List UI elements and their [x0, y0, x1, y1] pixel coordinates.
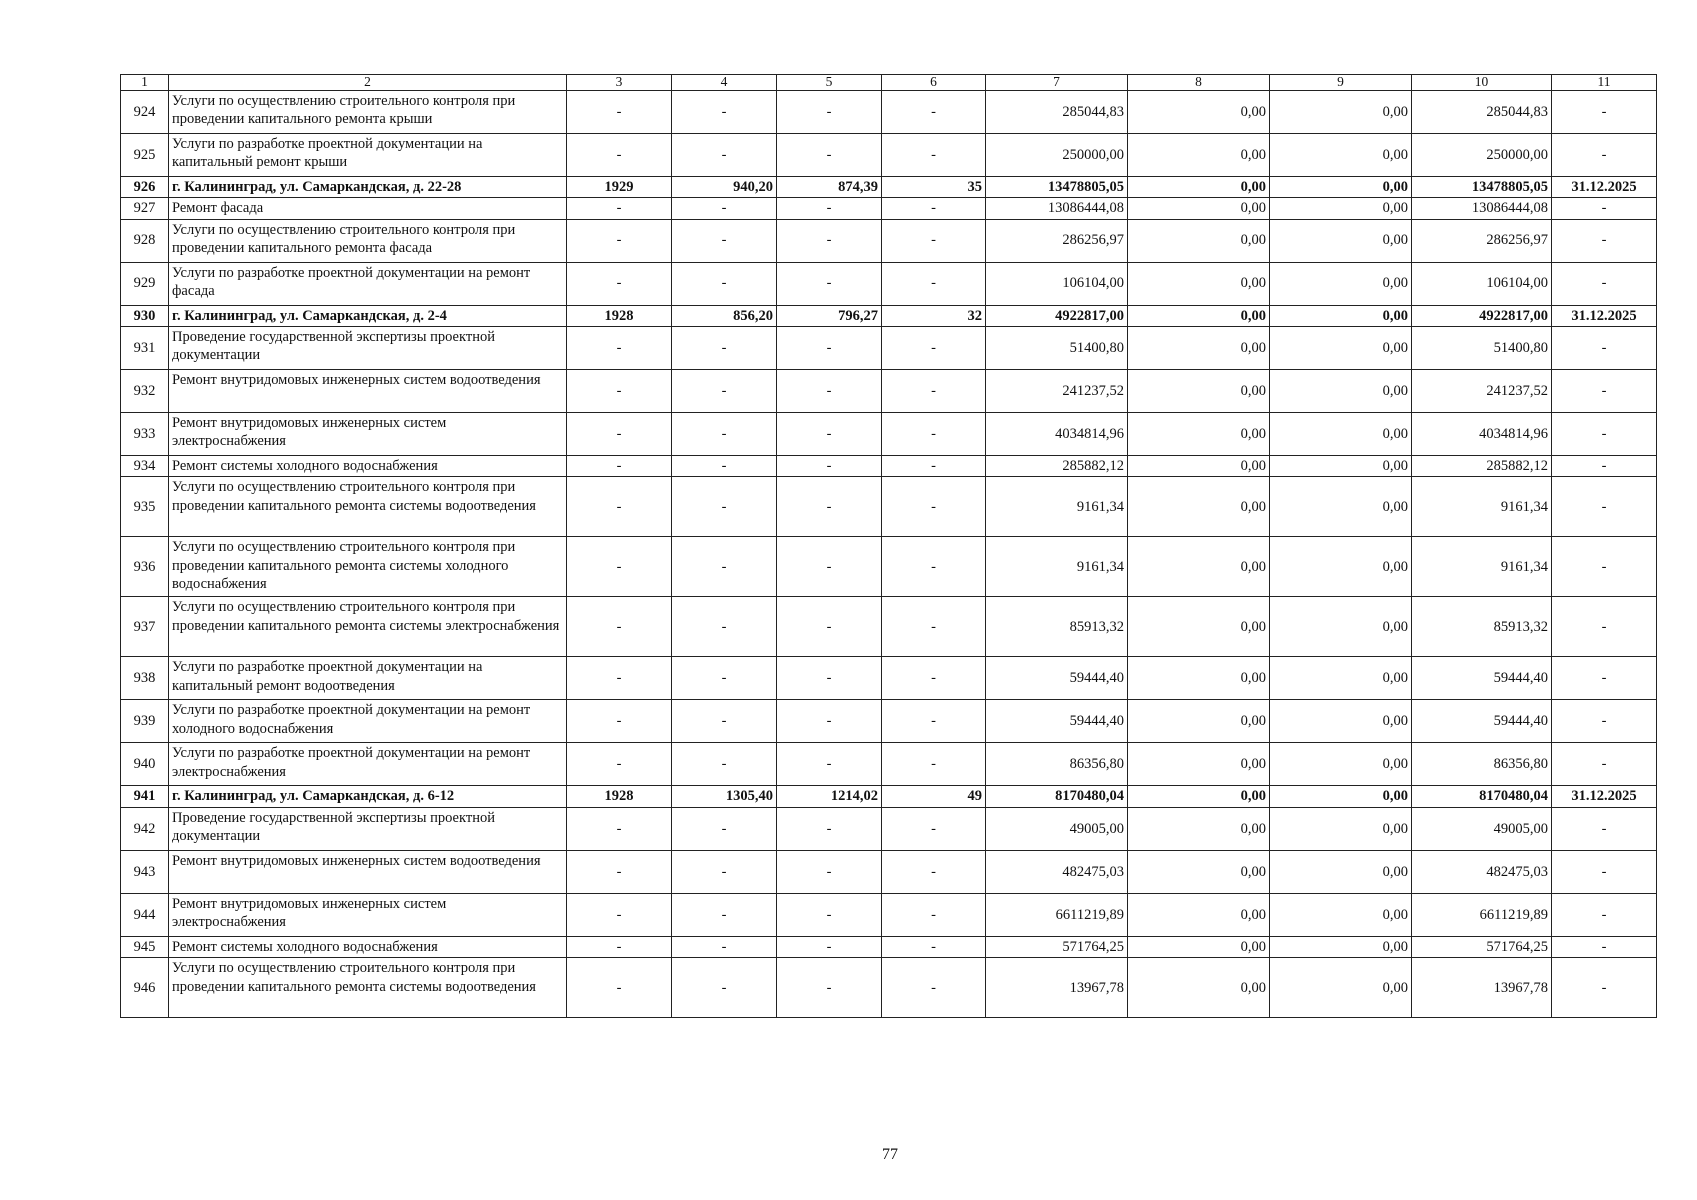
cell-col6: -	[882, 657, 986, 700]
row-number: 927	[121, 198, 169, 219]
cell-col3: -	[567, 219, 672, 262]
table-row	[121, 370, 1657, 413]
cell-col8: 0,00	[1128, 176, 1270, 197]
cell-col4: -	[672, 958, 777, 1018]
cell-col4: -	[672, 477, 777, 537]
cell-col9: 0,00	[1270, 370, 1412, 413]
cell-col3: -	[567, 262, 672, 305]
cell-col8: 0,00	[1128, 413, 1270, 456]
cell-col11: 31.12.2025	[1552, 786, 1657, 807]
cell-col10: 59444,40	[1412, 700, 1552, 743]
row-description: Ремонт внутридомовых инженерных систем водоотведения	[169, 370, 567, 413]
column-number: 6	[882, 75, 986, 91]
cell-col3: 1928	[567, 786, 672, 807]
cell-col4: -	[672, 850, 777, 893]
table-row	[121, 743, 1657, 786]
row-description: Проведение государственной экспертизы проектной документации	[169, 327, 567, 370]
cell-col10: 86356,80	[1412, 743, 1552, 786]
cell-col7: 59444,40	[986, 700, 1128, 743]
cell-col3: -	[567, 936, 672, 957]
cell-col3: -	[567, 198, 672, 219]
cell-col6: -	[882, 90, 986, 133]
cell-col8: 0,00	[1128, 850, 1270, 893]
page-number: 77	[882, 1146, 898, 1163]
row-number: 930	[121, 305, 169, 326]
cell-col4: -	[672, 807, 777, 850]
cell-col6: -	[882, 413, 986, 456]
table-row	[121, 700, 1657, 743]
cell-col5: -	[777, 743, 882, 786]
row-description: Ремонт внутридомовых инженерных систем водоотведения	[169, 850, 567, 893]
cell-col5: -	[777, 657, 882, 700]
cell-col3: -	[567, 657, 672, 700]
cell-col4: 1305,40	[672, 786, 777, 807]
cell-col3: -	[567, 456, 672, 477]
cell-col10: 85913,32	[1412, 597, 1552, 657]
cell-col8: 0,00	[1128, 786, 1270, 807]
cell-col9: 0,00	[1270, 537, 1412, 597]
row-description: Услуги по разработке проектной документации на капитальный ремонт крыши	[169, 133, 567, 176]
cell-col9: 0,00	[1270, 743, 1412, 786]
cell-col5: 1214,02	[777, 786, 882, 807]
cell-col11: 31.12.2025	[1552, 176, 1657, 197]
cell-col8: 0,00	[1128, 936, 1270, 957]
cell-col9: 0,00	[1270, 807, 1412, 850]
row-number: 940	[121, 743, 169, 786]
cell-col11: 31.12.2025	[1552, 305, 1657, 326]
cell-col6: 49	[882, 786, 986, 807]
cell-col6: -	[882, 700, 986, 743]
column-number: 10	[1412, 75, 1552, 91]
cell-col8: 0,00	[1128, 133, 1270, 176]
cell-col7: 13967,78	[986, 958, 1128, 1018]
cell-col9: 0,00	[1270, 958, 1412, 1018]
cell-col4: -	[672, 537, 777, 597]
cell-col4: -	[672, 936, 777, 957]
cell-col5: -	[777, 262, 882, 305]
cell-col10: 286256,97	[1412, 219, 1552, 262]
cell-col4: 940,20	[672, 176, 777, 197]
cell-col11: -	[1552, 262, 1657, 305]
cell-col9: 0,00	[1270, 90, 1412, 133]
cell-col9: 0,00	[1270, 198, 1412, 219]
column-number-row	[121, 75, 1657, 91]
cell-col8: 0,00	[1128, 958, 1270, 1018]
table-row	[121, 133, 1657, 176]
cell-col3: -	[567, 743, 672, 786]
cell-col11: -	[1552, 597, 1657, 657]
cell-col10: 51400,80	[1412, 327, 1552, 370]
cell-col8: 0,00	[1128, 807, 1270, 850]
row-number: 946	[121, 958, 169, 1018]
row-description: Услуги по разработке проектной документации на ремонт электроснабжения	[169, 743, 567, 786]
row-number: 926	[121, 176, 169, 197]
cell-col8: 0,00	[1128, 262, 1270, 305]
cell-col6: -	[882, 743, 986, 786]
cell-col3: -	[567, 700, 672, 743]
cell-col6: -	[882, 537, 986, 597]
table-row	[121, 893, 1657, 936]
cell-col9: 0,00	[1270, 305, 1412, 326]
cell-col9: 0,00	[1270, 893, 1412, 936]
row-number: 937	[121, 597, 169, 657]
cell-col9: 0,00	[1270, 477, 1412, 537]
table-row	[121, 456, 1657, 477]
cell-col6: 32	[882, 305, 986, 326]
table-row	[121, 198, 1657, 219]
table-row	[121, 657, 1657, 700]
cell-col10: 13478805,05	[1412, 176, 1552, 197]
cell-col7: 482475,03	[986, 850, 1128, 893]
cell-col9: 0,00	[1270, 413, 1412, 456]
row-number: 924	[121, 90, 169, 133]
cell-col10: 9161,34	[1412, 477, 1552, 537]
row-number: 933	[121, 413, 169, 456]
column-number: 4	[672, 75, 777, 91]
cell-col8: 0,00	[1128, 305, 1270, 326]
cell-col6: -	[882, 807, 986, 850]
cell-col6: -	[882, 456, 986, 477]
cell-col8: 0,00	[1128, 893, 1270, 936]
cell-col7: 49005,00	[986, 807, 1128, 850]
address-row	[121, 176, 1657, 197]
cell-col8: 0,00	[1128, 743, 1270, 786]
cell-col5: -	[777, 413, 882, 456]
cell-col7: 285882,12	[986, 456, 1128, 477]
row-description: Ремонт фасада	[169, 198, 567, 219]
cell-col11: -	[1552, 198, 1657, 219]
cell-col7: 571764,25	[986, 936, 1128, 957]
row-description: Услуги по осуществлению строительного контроля при проведении капитального ремонта системы водоотведения	[169, 958, 567, 1018]
cell-col7: 285044,83	[986, 90, 1128, 133]
row-description: г. Калининград, ул. Самаркандская, д. 2-4	[169, 305, 567, 326]
cell-col4: -	[672, 597, 777, 657]
row-description: Проведение государственной экспертизы проектной документации	[169, 807, 567, 850]
row-description: Услуги по осуществлению строительного контроля при проведении капитального ремонта крыши	[169, 90, 567, 133]
cell-col8: 0,00	[1128, 456, 1270, 477]
cell-col5: -	[777, 597, 882, 657]
cell-col11: -	[1552, 537, 1657, 597]
cell-col10: 482475,03	[1412, 850, 1552, 893]
column-number: 2	[169, 75, 567, 91]
cell-col8: 0,00	[1128, 657, 1270, 700]
cell-col8: 0,00	[1128, 700, 1270, 743]
cell-col7: 85913,32	[986, 597, 1128, 657]
cell-col8: 0,00	[1128, 198, 1270, 219]
cell-col5: -	[777, 90, 882, 133]
address-row	[121, 786, 1657, 807]
cell-col3: -	[567, 477, 672, 537]
cell-col4: -	[672, 262, 777, 305]
row-description: г. Калининград, ул. Самаркандская, д. 22-28	[169, 176, 567, 197]
cell-col10: 241237,52	[1412, 370, 1552, 413]
cell-col7: 4922817,00	[986, 305, 1128, 326]
cell-col3: -	[567, 958, 672, 1018]
cell-col9: 0,00	[1270, 456, 1412, 477]
cell-col4: -	[672, 219, 777, 262]
cell-col4: -	[672, 90, 777, 133]
cell-col3: -	[567, 850, 672, 893]
table-row	[121, 413, 1657, 456]
cell-col4: -	[672, 133, 777, 176]
row-number: 925	[121, 133, 169, 176]
cell-col9: 0,00	[1270, 219, 1412, 262]
cell-col11: -	[1552, 700, 1657, 743]
cell-col11: -	[1552, 90, 1657, 133]
address-row	[121, 305, 1657, 326]
cell-col6: -	[882, 133, 986, 176]
cell-col7: 86356,80	[986, 743, 1128, 786]
cell-col10: 49005,00	[1412, 807, 1552, 850]
row-number: 934	[121, 456, 169, 477]
cell-col7: 286256,97	[986, 219, 1128, 262]
row-number: 932	[121, 370, 169, 413]
cell-col10: 13967,78	[1412, 958, 1552, 1018]
cell-col5: -	[777, 219, 882, 262]
cell-col6: -	[882, 327, 986, 370]
cell-col4: -	[672, 893, 777, 936]
cell-col5: -	[777, 477, 882, 537]
cell-col8: 0,00	[1128, 597, 1270, 657]
row-number: 942	[121, 807, 169, 850]
cell-col10: 285044,83	[1412, 90, 1552, 133]
cell-col6: -	[882, 477, 986, 537]
cell-col6: -	[882, 262, 986, 305]
cell-col10: 106104,00	[1412, 262, 1552, 305]
cell-col9: 0,00	[1270, 597, 1412, 657]
cell-col11: -	[1552, 657, 1657, 700]
table-row	[121, 477, 1657, 537]
cell-col9: 0,00	[1270, 262, 1412, 305]
row-description: Ремонт внутридомовых инженерных систем электроснабжения	[169, 893, 567, 936]
row-number: 939	[121, 700, 169, 743]
row-description: Услуги по разработке проектной документации на капитальный ремонт водоотведения	[169, 657, 567, 700]
cell-col3: -	[567, 807, 672, 850]
cell-col11: -	[1552, 370, 1657, 413]
cell-col3: -	[567, 537, 672, 597]
row-number: 928	[121, 219, 169, 262]
cell-col5: -	[777, 850, 882, 893]
column-number: 7	[986, 75, 1128, 91]
cell-col7: 250000,00	[986, 133, 1128, 176]
cell-col10: 8170480,04	[1412, 786, 1552, 807]
row-number: 943	[121, 850, 169, 893]
cell-col11: -	[1552, 456, 1657, 477]
row-number: 938	[121, 657, 169, 700]
cell-col8: 0,00	[1128, 370, 1270, 413]
cell-col11: -	[1552, 477, 1657, 537]
cell-col11: -	[1552, 743, 1657, 786]
row-description: г. Калининград, ул. Самаркандская, д. 6-12	[169, 786, 567, 807]
cell-col6: -	[882, 219, 986, 262]
cell-col3: -	[567, 893, 672, 936]
cell-col6: -	[882, 370, 986, 413]
cell-col10: 285882,12	[1412, 456, 1552, 477]
cell-col11: -	[1552, 413, 1657, 456]
table-row	[121, 90, 1657, 133]
cell-col10: 571764,25	[1412, 936, 1552, 957]
cell-col8: 0,00	[1128, 477, 1270, 537]
cell-col8: 0,00	[1128, 327, 1270, 370]
cell-col5: -	[777, 893, 882, 936]
cell-col6: -	[882, 597, 986, 657]
table-row	[121, 850, 1657, 893]
cell-col5: -	[777, 537, 882, 597]
cell-col7: 6611219,89	[986, 893, 1128, 936]
cell-col5: 796,27	[777, 305, 882, 326]
cell-col7: 59444,40	[986, 657, 1128, 700]
row-number: 944	[121, 893, 169, 936]
cell-col10: 9161,34	[1412, 537, 1552, 597]
cell-col5: -	[777, 327, 882, 370]
row-description: Услуги по разработке проектной документации на ремонт холодного водоснабжения	[169, 700, 567, 743]
cell-col3: -	[567, 90, 672, 133]
row-description: Ремонт внутридомовых инженерных систем электроснабжения	[169, 413, 567, 456]
cell-col5: -	[777, 958, 882, 1018]
cell-col6: -	[882, 893, 986, 936]
cell-col11: -	[1552, 958, 1657, 1018]
cell-col9: 0,00	[1270, 786, 1412, 807]
cell-col6: -	[882, 958, 986, 1018]
table-row	[121, 327, 1657, 370]
table-row	[121, 219, 1657, 262]
cell-col4: -	[672, 413, 777, 456]
cell-col6: -	[882, 850, 986, 893]
cell-col9: 0,00	[1270, 176, 1412, 197]
cell-col5: -	[777, 133, 882, 176]
row-description: Ремонт системы холодного водоснабжения	[169, 936, 567, 957]
cell-col5: -	[777, 936, 882, 957]
cell-col7: 9161,34	[986, 537, 1128, 597]
cell-col10: 4034814,96	[1412, 413, 1552, 456]
cell-col7: 241237,52	[986, 370, 1128, 413]
cell-col5: -	[777, 456, 882, 477]
cell-col10: 59444,40	[1412, 657, 1552, 700]
cell-col4: -	[672, 700, 777, 743]
column-number: 5	[777, 75, 882, 91]
row-description: Ремонт системы холодного водоснабжения	[169, 456, 567, 477]
table-row	[121, 807, 1657, 850]
row-number: 929	[121, 262, 169, 305]
cell-col11: -	[1552, 327, 1657, 370]
cell-col10: 13086444,08	[1412, 198, 1552, 219]
cell-col9: 0,00	[1270, 850, 1412, 893]
cell-col6: -	[882, 936, 986, 957]
cell-col7: 4034814,96	[986, 413, 1128, 456]
row-description: Услуги по осуществлению строительного контроля при проведении капитального ремонта системы водоотведения	[169, 477, 567, 537]
cell-col3: 1929	[567, 176, 672, 197]
cell-col5: -	[777, 198, 882, 219]
column-number: 9	[1270, 75, 1412, 91]
column-number: 8	[1128, 75, 1270, 91]
table-row	[121, 936, 1657, 957]
row-number: 936	[121, 537, 169, 597]
cell-col6: 35	[882, 176, 986, 197]
cell-col5: 874,39	[777, 176, 882, 197]
cell-col5: -	[777, 807, 882, 850]
works-table	[120, 74, 1657, 1018]
cell-col7: 13086444,08	[986, 198, 1128, 219]
cell-col3: -	[567, 133, 672, 176]
cell-col4: -	[672, 456, 777, 477]
cell-col3: -	[567, 597, 672, 657]
cell-col8: 0,00	[1128, 537, 1270, 597]
cell-col3: -	[567, 413, 672, 456]
cell-col11: -	[1552, 133, 1657, 176]
cell-col7: 9161,34	[986, 477, 1128, 537]
cell-col9: 0,00	[1270, 936, 1412, 957]
table-row	[121, 537, 1657, 597]
column-number: 11	[1552, 75, 1657, 91]
cell-col5: -	[777, 370, 882, 413]
cell-col8: 0,00	[1128, 219, 1270, 262]
row-number: 941	[121, 786, 169, 807]
row-description: Услуги по осуществлению строительного контроля при проведении капитального ремонта системы электроснабжения	[169, 597, 567, 657]
cell-col10: 4922817,00	[1412, 305, 1552, 326]
cell-col7: 8170480,04	[986, 786, 1128, 807]
cell-col9: 0,00	[1270, 133, 1412, 176]
table-row	[121, 262, 1657, 305]
cell-col9: 0,00	[1270, 700, 1412, 743]
cell-col9: 0,00	[1270, 657, 1412, 700]
cell-col4: -	[672, 370, 777, 413]
row-description: Услуги по разработке проектной документации на ремонт фасада	[169, 262, 567, 305]
table-row	[121, 958, 1657, 1018]
cell-col11: -	[1552, 850, 1657, 893]
cell-col4: -	[672, 327, 777, 370]
row-number: 935	[121, 477, 169, 537]
cell-col4: 856,20	[672, 305, 777, 326]
table-row	[121, 597, 1657, 657]
row-number: 945	[121, 936, 169, 957]
column-number: 1	[121, 75, 169, 91]
row-number: 931	[121, 327, 169, 370]
cell-col8: 0,00	[1128, 90, 1270, 133]
cell-col3: -	[567, 370, 672, 413]
cell-col7: 106104,00	[986, 262, 1128, 305]
cell-col10: 250000,00	[1412, 133, 1552, 176]
cell-col11: -	[1552, 219, 1657, 262]
cell-col6: -	[882, 198, 986, 219]
row-description: Услуги по осуществлению строительного контроля при проведении капитального ремонта системы холодного водоснабжения	[169, 537, 567, 597]
row-description: Услуги по осуществлению строительного контроля при проведении капитального ремонта фасада	[169, 219, 567, 262]
cell-col11: -	[1552, 936, 1657, 957]
cell-col11: -	[1552, 893, 1657, 936]
cell-col5: -	[777, 700, 882, 743]
cell-col10: 6611219,89	[1412, 893, 1552, 936]
cell-col9: 0,00	[1270, 327, 1412, 370]
cell-col7: 13478805,05	[986, 176, 1128, 197]
cell-col3: -	[567, 327, 672, 370]
cell-col4: -	[672, 657, 777, 700]
cell-col4: -	[672, 743, 777, 786]
cell-col3: 1928	[567, 305, 672, 326]
cell-col11: -	[1552, 807, 1657, 850]
cell-col4: -	[672, 198, 777, 219]
column-number: 3	[567, 75, 672, 91]
cell-col7: 51400,80	[986, 327, 1128, 370]
